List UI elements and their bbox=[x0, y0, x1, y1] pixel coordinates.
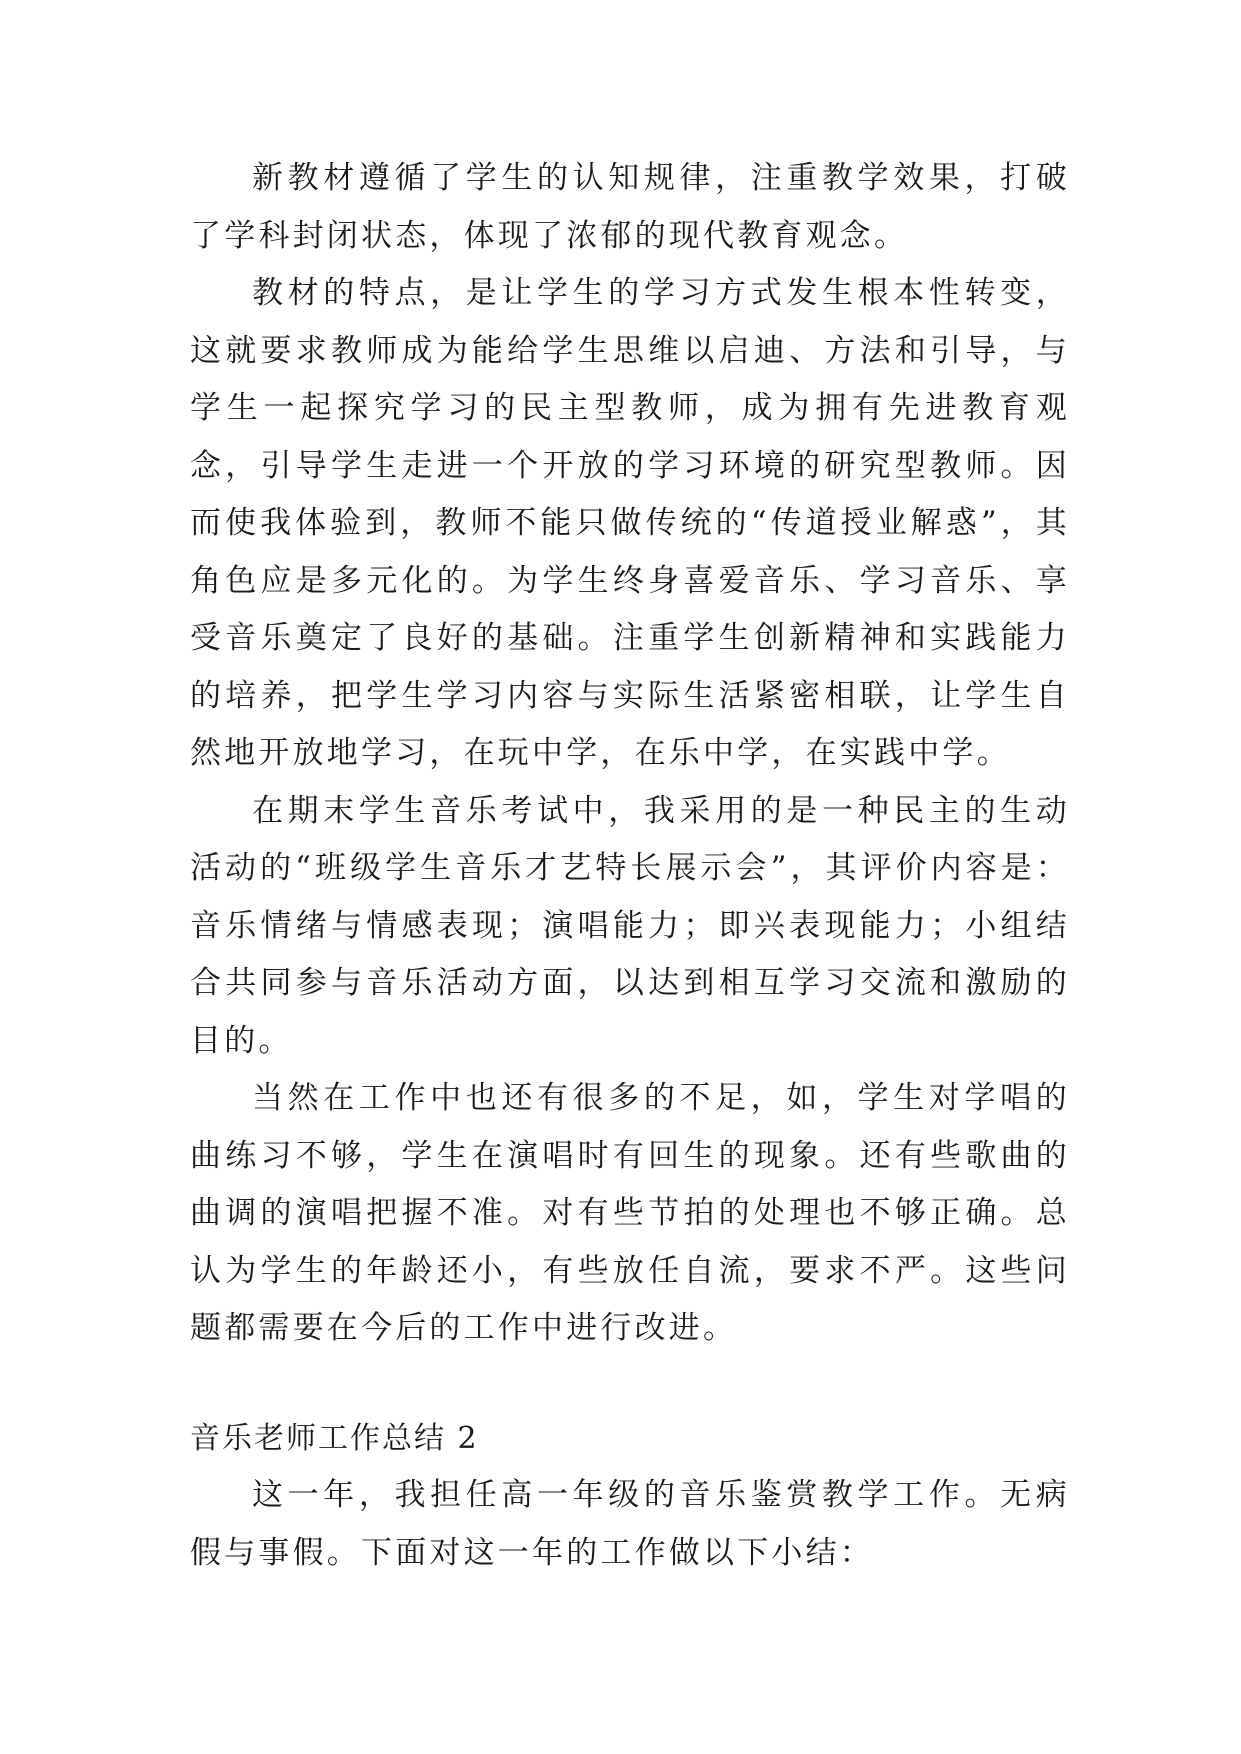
paragraph: 在期末学生音乐考试中，我采用的是一种民主的生动活动的“班级学生音乐才艺特长展示会”，其评价内容是：音乐情绪与情感表现；演唱能力；即兴表现能力；小组结合共同参与音乐活动方面，以达到相互学习交流和激励的目的。 bbox=[190, 792, 1070, 1059]
document-body bbox=[190, 150, 1070, 1582]
section-heading: 音乐老师工作总结 2 bbox=[190, 1420, 479, 1456]
paragraph: 这一年，我担任高一年级的音乐鉴赏教学工作。无病假与事假。下面对这一年的工作做以下小结： bbox=[190, 1477, 1070, 1571]
paragraph: 教材的特点，是让学生的学习方式发生根本性转变，这就要求教师成为能给学生思维以启迪、方法和引导，与学生一起探究学习的民主型教师，成为拥有先进教育观念，引导学生走进一个开放的学习环境的研究型教师。因而使我体验到，教师不能只做传统的“传道授业解惑”，其角色应是多元化的。为学生终身喜爱音乐、学习音乐、享受音乐奠定了良好的基础。注重学生创新精神和实践能力的培养，把学生学习内容与实际生活紧密相联，让学生自然地开放地学习，在玩中学，在乐中学，在实践中学。 bbox=[190, 275, 1070, 771]
paragraph: 当然在工作中也还有很多的不足，如，学生对学唱的曲练习不够，学生在演唱时有回生的现象。还有些歌曲的曲调的演唱把握不准。对有些节拍的处理也不够正确。总认为学生的年龄还小，有些放任自流，要求不严。这些问题都需要在今后的工作中进行改进。 bbox=[190, 1080, 1070, 1346]
paragraph: 新教材遵循了学生的认知规律，注重教学效果，打破了学科封闭状态，体现了浓郁的现代教育观念。 bbox=[190, 160, 1070, 254]
